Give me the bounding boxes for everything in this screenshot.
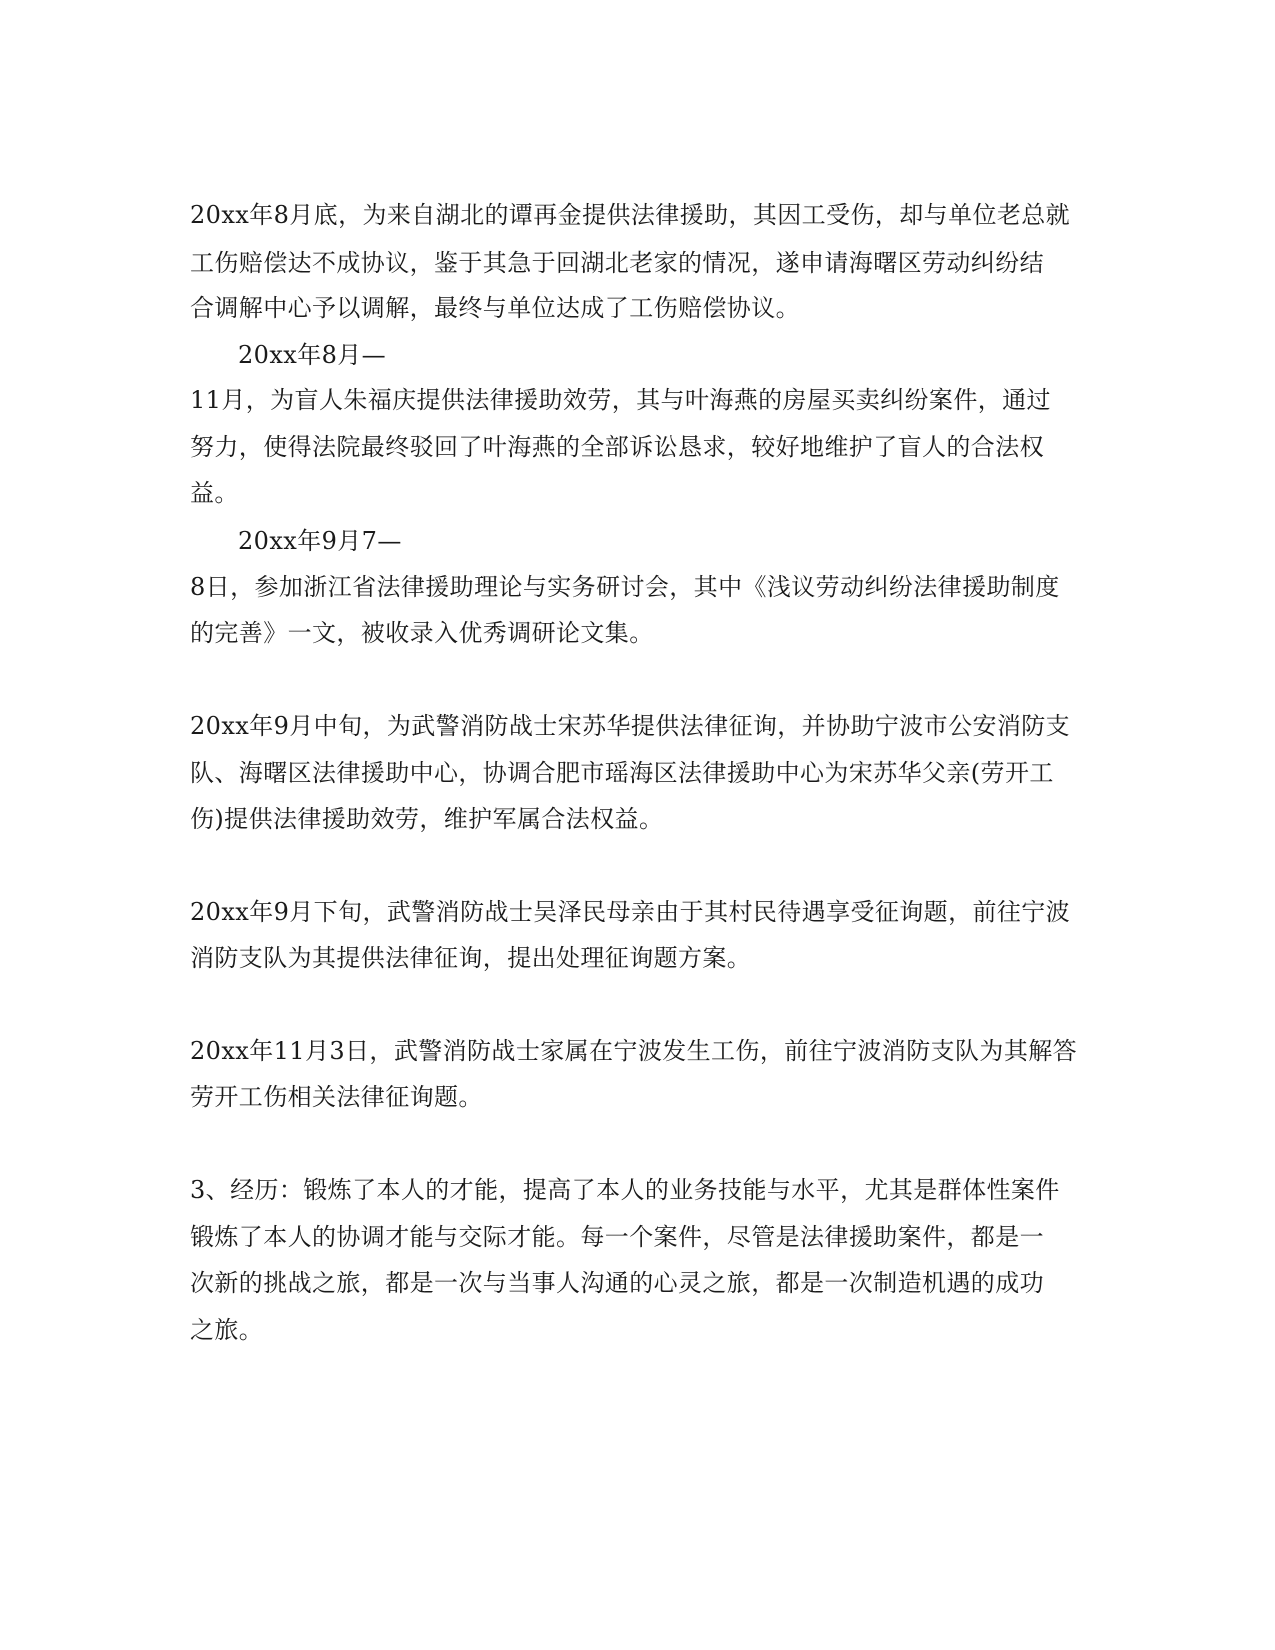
text-line: 劳开工伤相关法律征询题。 <box>190 1083 483 1111</box>
text-line: 8日，参加浙江省法律援助理论与实务研讨会，其中《浅议劳动纠纷法律援助制度 <box>190 573 1060 601</box>
text-line: 20xx年9月7— <box>238 527 402 555</box>
text-line: 20xx年8月— <box>238 341 387 369</box>
text-line: 11月，为盲人朱福庆提供法律援助效劳，其与叶海燕的房屋买卖纠纷案件，通过 <box>190 386 1051 414</box>
text-line: 努力，使得法院最终驳回了叶海燕的全部诉讼恳求，较好地维护了盲人的合法权 <box>190 433 1044 461</box>
text-line: 队、海曙区法律援助中心，协调合肥市瑶海区法律援助中心为宋苏华父亲(劳开工 <box>190 759 1054 787</box>
text-line: 工伤赔偿达不成协议，鉴于其急于回湖北老家的情况，遂申请海曙区劳动纠纷结 <box>190 249 1044 277</box>
text-line: 20xx年9月下旬，武警消防战士吴泽民母亲由于其村民待遇享受征询题，前往宁波 <box>190 898 1071 926</box>
text-line: 3、经历：锻炼了本人的才能，提高了本人的业务技能与水平，尤其是群体性案件 <box>190 1176 1060 1204</box>
text-line: 20xx年11月3日，武警消防战士家属在宁波发生工伤，前往宁波消防支队为其解答 <box>190 1037 1078 1065</box>
text-line: 20xx年8月底，为来自湖北的谭再金提供法律援助，其因工受伤，却与单位老总就 <box>190 201 1071 229</box>
text-line: 益。 <box>190 479 239 507</box>
text-line: 消防支队为其提供法律征询，提出处理征询题方案。 <box>190 944 752 972</box>
text-line: 之旅。 <box>190 1316 264 1344</box>
text-line: 次新的挑战之旅，都是一次与当事人沟通的心灵之旅，都是一次制造机遇的成功 <box>190 1269 1044 1297</box>
text-line: 的完善》一文，被收录入优秀调研论文集。 <box>190 619 654 647</box>
text-line: 20xx年9月中旬，为武警消防战士宋苏华提供法律征询，并协助宁波市公安消防支 <box>190 712 1071 740</box>
text-line: 锻炼了本人的协调才能与交际才能。每一个案件，尽管是法律援助案件，都是一 <box>190 1223 1044 1251</box>
text-line: 伤)提供法律援助效劳，维护军属合法权益。 <box>190 805 664 833</box>
text-line: 合调解中心予以调解，最终与单位达成了工伤赔偿协议。 <box>190 294 800 322</box>
